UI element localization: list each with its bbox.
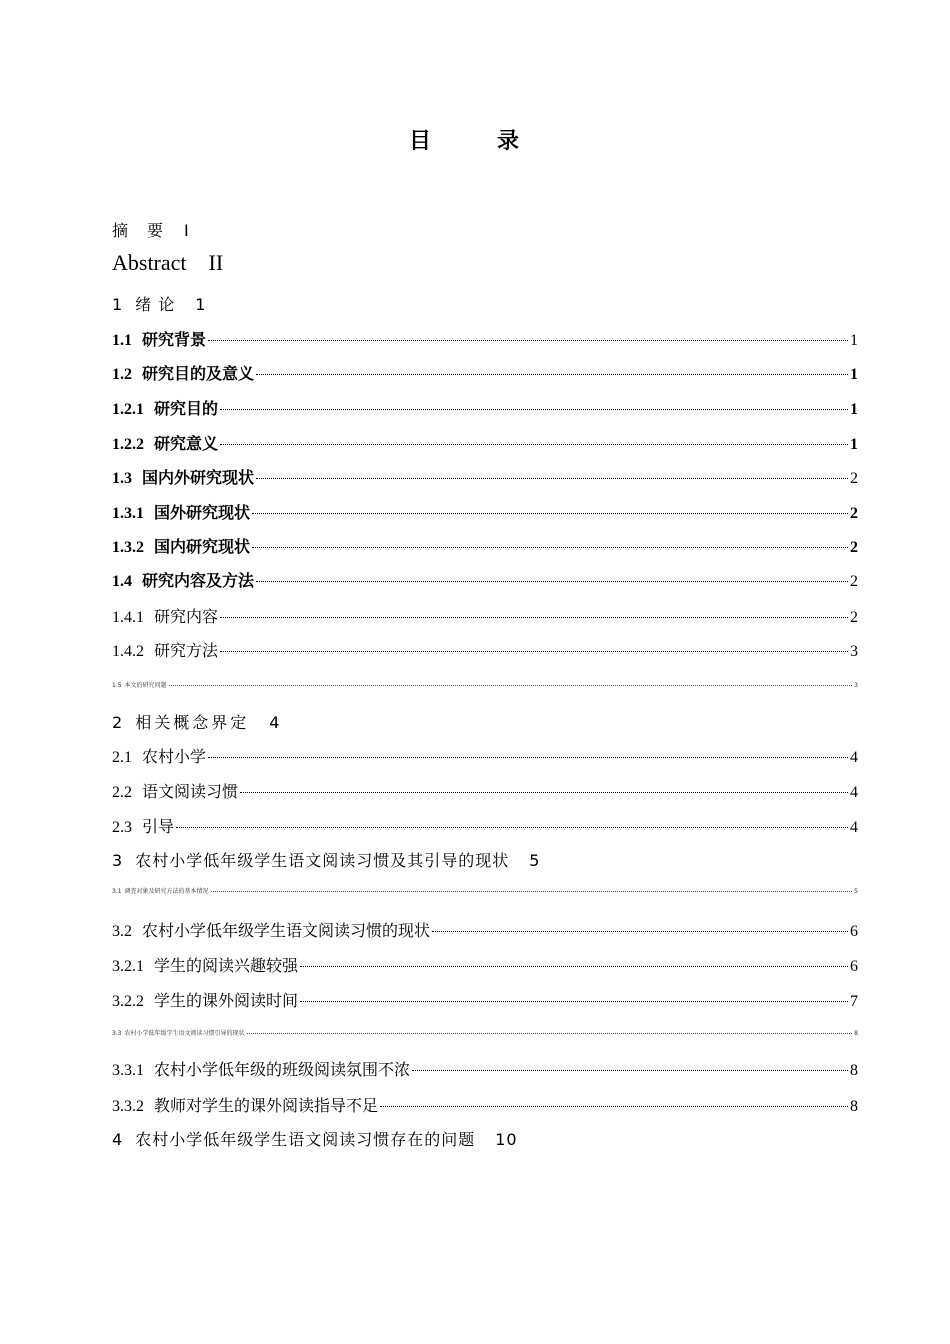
toc-entry-page: II — [208, 250, 224, 275]
toc-entry-2-1[interactable] — [112, 744, 858, 767]
toc-entry-1-4-1[interactable] — [112, 604, 858, 627]
toc-leader-dots — [256, 478, 848, 479]
toc-leader-dots — [240, 792, 848, 793]
toc-entry-num: 1.2 — [112, 366, 132, 383]
toc-entry-num: 2 — [112, 713, 124, 732]
toc-leader-dots — [220, 444, 848, 445]
toc-leader-dots — [412, 1070, 848, 1071]
toc-entry-num: 1.2.2 — [112, 436, 144, 453]
toc-entry-text: 学生的阅读兴趣较强 — [154, 958, 299, 975]
toc-entry-3-3-1[interactable] — [112, 1057, 858, 1080]
toc-entry-3-2-1[interactable] — [112, 953, 858, 976]
toc-entry-page: 1 — [850, 366, 858, 383]
toc-entry-text: 研究背景 — [142, 332, 207, 349]
toc-entry-page: 3 — [850, 643, 858, 660]
toc-entry-page: 6 — [850, 958, 858, 975]
toc-entry-page: 7 — [850, 993, 858, 1010]
toc-entry-num: 3.3.2 — [112, 1098, 144, 1115]
toc-entry-text: 农村小学低年级学生语文阅读习惯引导的现状 — [124, 1030, 245, 1037]
toc-entry-text: 研究内容及方法 — [142, 573, 255, 590]
toc-entry-num: 2.2 — [112, 784, 132, 801]
toc-entry-num: 4 — [112, 1130, 124, 1149]
toc-entry-1-3-2[interactable] — [112, 534, 858, 557]
toc-entry-text: 绪 论 — [135, 295, 176, 314]
toc-leader-dots — [220, 409, 848, 410]
toc-leader-dots — [176, 827, 848, 828]
toc-leader-dots — [208, 340, 848, 341]
toc-leader-dots — [252, 547, 848, 548]
toc-entry-num: 1.3.2 — [112, 539, 144, 556]
toc-entry-page: 4 — [269, 713, 281, 732]
toc-entry-text: 相关概念界定 — [135, 713, 250, 732]
toc-entry-1-4[interactable] — [112, 568, 858, 591]
toc-entry-chapter-3[interactable] — [112, 848, 858, 871]
toc-entry-1-3-1[interactable] — [112, 500, 858, 523]
toc-entry-num: 3.2 — [112, 923, 132, 940]
toc-entry-3-2-2[interactable] — [112, 988, 858, 1011]
toc-leader-dots — [300, 1001, 848, 1002]
toc-entry-page: 2 — [850, 470, 858, 487]
toc-entry-num: 3.2.2 — [112, 993, 144, 1010]
toc-entry-num: 3.2.1 — [112, 958, 144, 975]
toc-entry-text: 研究内容 — [154, 609, 219, 626]
toc-entry-text: 研究意义 — [154, 436, 219, 453]
toc-entry-page: 5 — [854, 888, 858, 895]
toc-entry-text: 研究目的及意义 — [142, 366, 255, 383]
toc-entry-text: 研究方法 — [154, 643, 219, 660]
toc-entry-1-2-2[interactable] — [112, 431, 858, 454]
toc-entry-3-3-2[interactable] — [112, 1093, 858, 1116]
toc-entry-page: I — [184, 221, 190, 240]
toc-entry-1-3[interactable] — [112, 465, 858, 488]
toc-entry-page: 1 — [850, 436, 858, 453]
toc-entry-text: 农村小学低年级学生语文阅读习惯存在的问题 — [135, 1130, 476, 1149]
toc-leader-dots — [432, 931, 848, 932]
toc-entry-page: 1 — [195, 295, 207, 314]
toc-entry-abstract-en[interactable] — [112, 250, 858, 276]
toc-entry-text: 农村小学低年级学生语文阅读习惯及其引导的现状 — [135, 851, 510, 870]
toc-entry-num: 3.1 — [112, 888, 122, 895]
toc-entry-page: 2 — [850, 505, 858, 522]
toc-entry-text: Abstract — [112, 250, 187, 275]
toc-entry-text: 教师对学生的课外阅读指导不足 — [154, 1098, 379, 1115]
toc-entry-2-3[interactable] — [112, 814, 858, 837]
toc-entry-num: 1.4.2 — [112, 643, 144, 660]
toc-entry-page: 1 — [850, 401, 858, 418]
toc-entry-chapter-2[interactable] — [112, 710, 858, 733]
toc-entry-text: 国外研究现状 — [154, 505, 251, 522]
toc-entry-num: 3.3.1 — [112, 1062, 144, 1079]
toc-entry-num: 1.2.1 — [112, 401, 144, 418]
toc-entry-3-2[interactable] — [112, 918, 858, 941]
toc-entry-page: 4 — [850, 819, 858, 836]
toc-entry-num: 1.3 — [112, 470, 132, 487]
toc-leader-dots — [380, 1106, 848, 1107]
toc-entry-text: 农村小学 — [142, 749, 207, 766]
toc-entry-num: 摘 — [112, 221, 130, 240]
toc-entry-page: 8 — [850, 1098, 858, 1115]
toc-entry-num: 2.3 — [112, 819, 132, 836]
toc-entry-3-3[interactable] — [112, 1028, 858, 1037]
toc-entry-num: 3 — [112, 851, 124, 870]
toc-entry-text: 本文的研究问题 — [124, 682, 167, 689]
toc-entry-page: 2 — [850, 573, 858, 590]
toc-entry-text: 研究目的 — [154, 401, 219, 418]
toc-entry-text: 要 — [147, 221, 165, 240]
toc-entry-page: 2 — [850, 539, 858, 556]
toc-entry-page: 8 — [854, 1030, 858, 1037]
toc-leader-dots — [208, 757, 848, 758]
toc-entry-chapter-1[interactable] — [112, 292, 858, 315]
toc-entry-text: 引导 — [142, 819, 175, 836]
toc-entry-num: 2.1 — [112, 749, 132, 766]
toc-entry-num: 1.5 — [112, 682, 122, 689]
toc-entry-chapter-4[interactable] — [112, 1127, 858, 1150]
toc-entry-num: 1 — [112, 295, 124, 314]
toc-entry-text: 学生的课外阅读时间 — [154, 993, 299, 1010]
toc-leader-dots — [256, 581, 848, 582]
toc-entry-text: 农村小学低年级学生语文阅读习惯的现状 — [142, 923, 431, 940]
toc-entry-text: 语文阅读习惯 — [142, 784, 239, 801]
toc-title: 目 录 — [408, 129, 541, 154]
toc-leader-dots — [211, 891, 853, 892]
toc-entry-text: 国内研究现状 — [154, 539, 251, 556]
toc-entry-page: 2 — [850, 609, 858, 626]
toc-leader-dots — [220, 617, 848, 618]
toc-entry-num: 3.3 — [112, 1030, 122, 1037]
toc-entry-num: 1.4.1 — [112, 609, 144, 626]
toc-entry-text: 调查对象及研究方法的基本情况 — [124, 888, 209, 895]
toc-entry-text: 农村小学低年级的班级阅读氛围不浓 — [154, 1062, 411, 1079]
toc-entry-2-2[interactable] — [112, 779, 858, 802]
toc-entry-page: 10 — [495, 1130, 518, 1149]
toc-entry-text: 国内外研究现状 — [142, 470, 255, 487]
toc-leader-dots — [252, 513, 848, 514]
toc-entry-page: 8 — [850, 1062, 858, 1079]
toc-entry-page: 1 — [850, 332, 858, 349]
toc-entry-page: 3 — [854, 682, 858, 689]
toc-entry-1-2[interactable] — [112, 361, 858, 384]
toc-leader-dots — [300, 966, 848, 967]
toc-entry-page: 6 — [850, 923, 858, 940]
toc-entry-3-1[interactable] — [112, 886, 858, 895]
toc-entry-num: 1.1 — [112, 332, 132, 349]
toc-entry-1-1[interactable] — [112, 327, 858, 350]
toc-leader-dots — [220, 651, 848, 652]
toc-entry-1-2-1[interactable] — [112, 396, 858, 419]
toc-entry-page: 4 — [850, 749, 858, 766]
toc-entry-num: 1.3.1 — [112, 505, 144, 522]
toc-entry-abstract-cn[interactable] — [112, 218, 858, 241]
toc-entry-1-5[interactable] — [112, 680, 858, 689]
toc-leader-dots — [256, 374, 848, 375]
toc-leader-dots — [247, 1033, 853, 1034]
toc-entry-page: 4 — [850, 784, 858, 801]
toc-entry-num: 1.4 — [112, 573, 132, 590]
toc-entry-page: 5 — [529, 851, 541, 870]
toc-entry-1-4-2[interactable] — [112, 638, 858, 661]
toc-leader-dots — [169, 685, 853, 686]
